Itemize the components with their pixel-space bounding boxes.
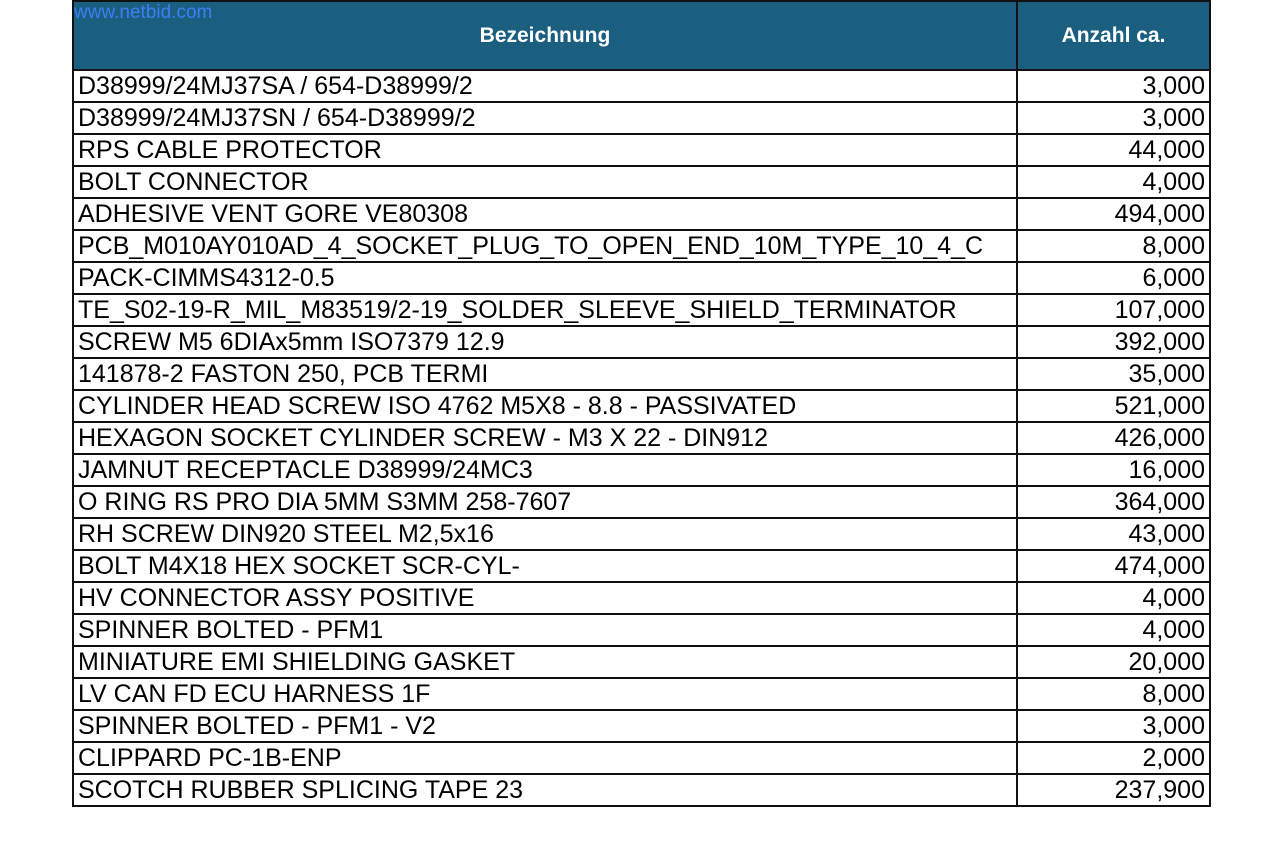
table-row bbox=[73, 102, 1210, 134]
watermark-text: www.netbid.com bbox=[74, 2, 213, 23]
cell-anzahl: 35,000 bbox=[1017, 358, 1210, 390]
cell-bezeichnung: SPINNER BOLTED - PFM1 - V2 bbox=[73, 710, 1017, 742]
cell-bezeichnung: SPINNER BOLTED - PFM1 bbox=[73, 614, 1017, 646]
cell-anzahl: 521,000 bbox=[1017, 390, 1210, 422]
table-row bbox=[73, 454, 1210, 486]
cell-bezeichnung: PCB_M010AY010AD_4_SOCKET_PLUG_TO_OPEN_END_10M_TYPE_10_4_C bbox=[73, 230, 1017, 262]
cell-bezeichnung: D38999/24MJ37SN / 654-D38999/2 bbox=[73, 102, 1017, 134]
cell-anzahl: 44,000 bbox=[1017, 134, 1210, 166]
cell-anzahl: 392,000 bbox=[1017, 326, 1210, 358]
table-row bbox=[73, 646, 1210, 678]
cell-bezeichnung: JAMNUT RECEPTACLE D38999/24MC3 bbox=[73, 454, 1017, 486]
cell-bezeichnung: MINIATURE EMI SHIELDING GASKET bbox=[73, 646, 1017, 678]
table-row bbox=[73, 678, 1210, 710]
table-row bbox=[73, 550, 1210, 582]
cell-bezeichnung: RPS CABLE PROTECTOR bbox=[73, 134, 1017, 166]
cell-bezeichnung: D38999/24MJ37SA / 654-D38999/2 bbox=[73, 70, 1017, 102]
cell-bezeichnung: TE_S02-19-R_MIL_M83519/2-19_SOLDER_SLEEVE_SHIELD_TERMINATOR bbox=[73, 294, 1017, 326]
cell-bezeichnung: SCREW M5 6DIAx5mm ISO7379 12.9 bbox=[73, 326, 1017, 358]
cell-bezeichnung: SCOTCH RUBBER SPLICING TAPE 23 bbox=[73, 774, 1017, 806]
cell-anzahl: 8,000 bbox=[1017, 678, 1210, 710]
cell-anzahl: 426,000 bbox=[1017, 422, 1210, 454]
table-row bbox=[73, 742, 1210, 774]
cell-anzahl: 3,000 bbox=[1017, 710, 1210, 742]
table-row bbox=[73, 614, 1210, 646]
cell-anzahl: 4,000 bbox=[1017, 614, 1210, 646]
cell-anzahl: 3,000 bbox=[1017, 102, 1210, 134]
cell-bezeichnung: CYLINDER HEAD SCREW ISO 4762 M5X8 - 8.8 - PASSIVATED bbox=[73, 390, 1017, 422]
cell-anzahl: 364,000 bbox=[1017, 486, 1210, 518]
cell-bezeichnung: HV CONNECTOR ASSY POSITIVE bbox=[73, 582, 1017, 614]
table-row bbox=[73, 710, 1210, 742]
column-header-bezeichnung: Bezeichnung bbox=[73, 1, 1017, 70]
cell-bezeichnung: LV CAN FD ECU HARNESS 1F bbox=[73, 678, 1017, 710]
table-row bbox=[73, 294, 1210, 326]
cell-anzahl: 107,000 bbox=[1017, 294, 1210, 326]
table-row bbox=[73, 230, 1210, 262]
cell-bezeichnung: 141878-2 FASTON 250, PCB TERMI bbox=[73, 358, 1017, 390]
header-row bbox=[73, 1, 1210, 70]
table-row bbox=[73, 518, 1210, 550]
table-row bbox=[73, 262, 1210, 294]
cell-anzahl: 8,000 bbox=[1017, 230, 1210, 262]
cell-anzahl: 237,900 bbox=[1017, 774, 1210, 806]
table-row bbox=[73, 774, 1210, 806]
cell-bezeichnung: CLIPPARD PC-1B-ENP bbox=[73, 742, 1017, 774]
cell-anzahl: 6,000 bbox=[1017, 262, 1210, 294]
cell-anzahl: 494,000 bbox=[1017, 198, 1210, 230]
cell-anzahl: 16,000 bbox=[1017, 454, 1210, 486]
table-row bbox=[73, 358, 1210, 390]
cell-bezeichnung: O RING RS PRO DIA 5MM S3MM 258-7607 bbox=[73, 486, 1017, 518]
cell-anzahl: 4,000 bbox=[1017, 582, 1210, 614]
cell-bezeichnung: ADHESIVE VENT GORE VE80308 bbox=[73, 198, 1017, 230]
cell-bezeichnung: BOLT M4X18 HEX SOCKET SCR-CYL- bbox=[73, 550, 1017, 582]
column-header-anzahl: Anzahl ca. bbox=[1017, 1, 1210, 70]
cell-bezeichnung: HEXAGON SOCKET CYLINDER SCREW - M3 X 22 - DIN912 bbox=[73, 422, 1017, 454]
cell-anzahl: 43,000 bbox=[1017, 518, 1210, 550]
table-row bbox=[73, 422, 1210, 454]
table-row bbox=[73, 70, 1210, 102]
cell-bezeichnung: RH SCREW DIN920 STEEL M2,5x16 bbox=[73, 518, 1017, 550]
cell-bezeichnung: PACK-CIMMS4312-0.5 bbox=[73, 262, 1017, 294]
table-row bbox=[73, 326, 1210, 358]
cell-anzahl: 4,000 bbox=[1017, 166, 1210, 198]
cell-anzahl: 3,000 bbox=[1017, 70, 1210, 102]
cell-anzahl: 2,000 bbox=[1017, 742, 1210, 774]
table-row bbox=[73, 390, 1210, 422]
table-row bbox=[73, 198, 1210, 230]
table-row bbox=[73, 582, 1210, 614]
cell-bezeichnung: BOLT CONNECTOR bbox=[73, 166, 1017, 198]
parts-table bbox=[72, 0, 1211, 807]
table-row bbox=[73, 486, 1210, 518]
cell-anzahl: 474,000 bbox=[1017, 550, 1210, 582]
table-row bbox=[73, 166, 1210, 198]
spreadsheet bbox=[72, 0, 1209, 852]
table-row bbox=[73, 134, 1210, 166]
cell-anzahl: 20,000 bbox=[1017, 646, 1210, 678]
table-body bbox=[73, 70, 1210, 806]
